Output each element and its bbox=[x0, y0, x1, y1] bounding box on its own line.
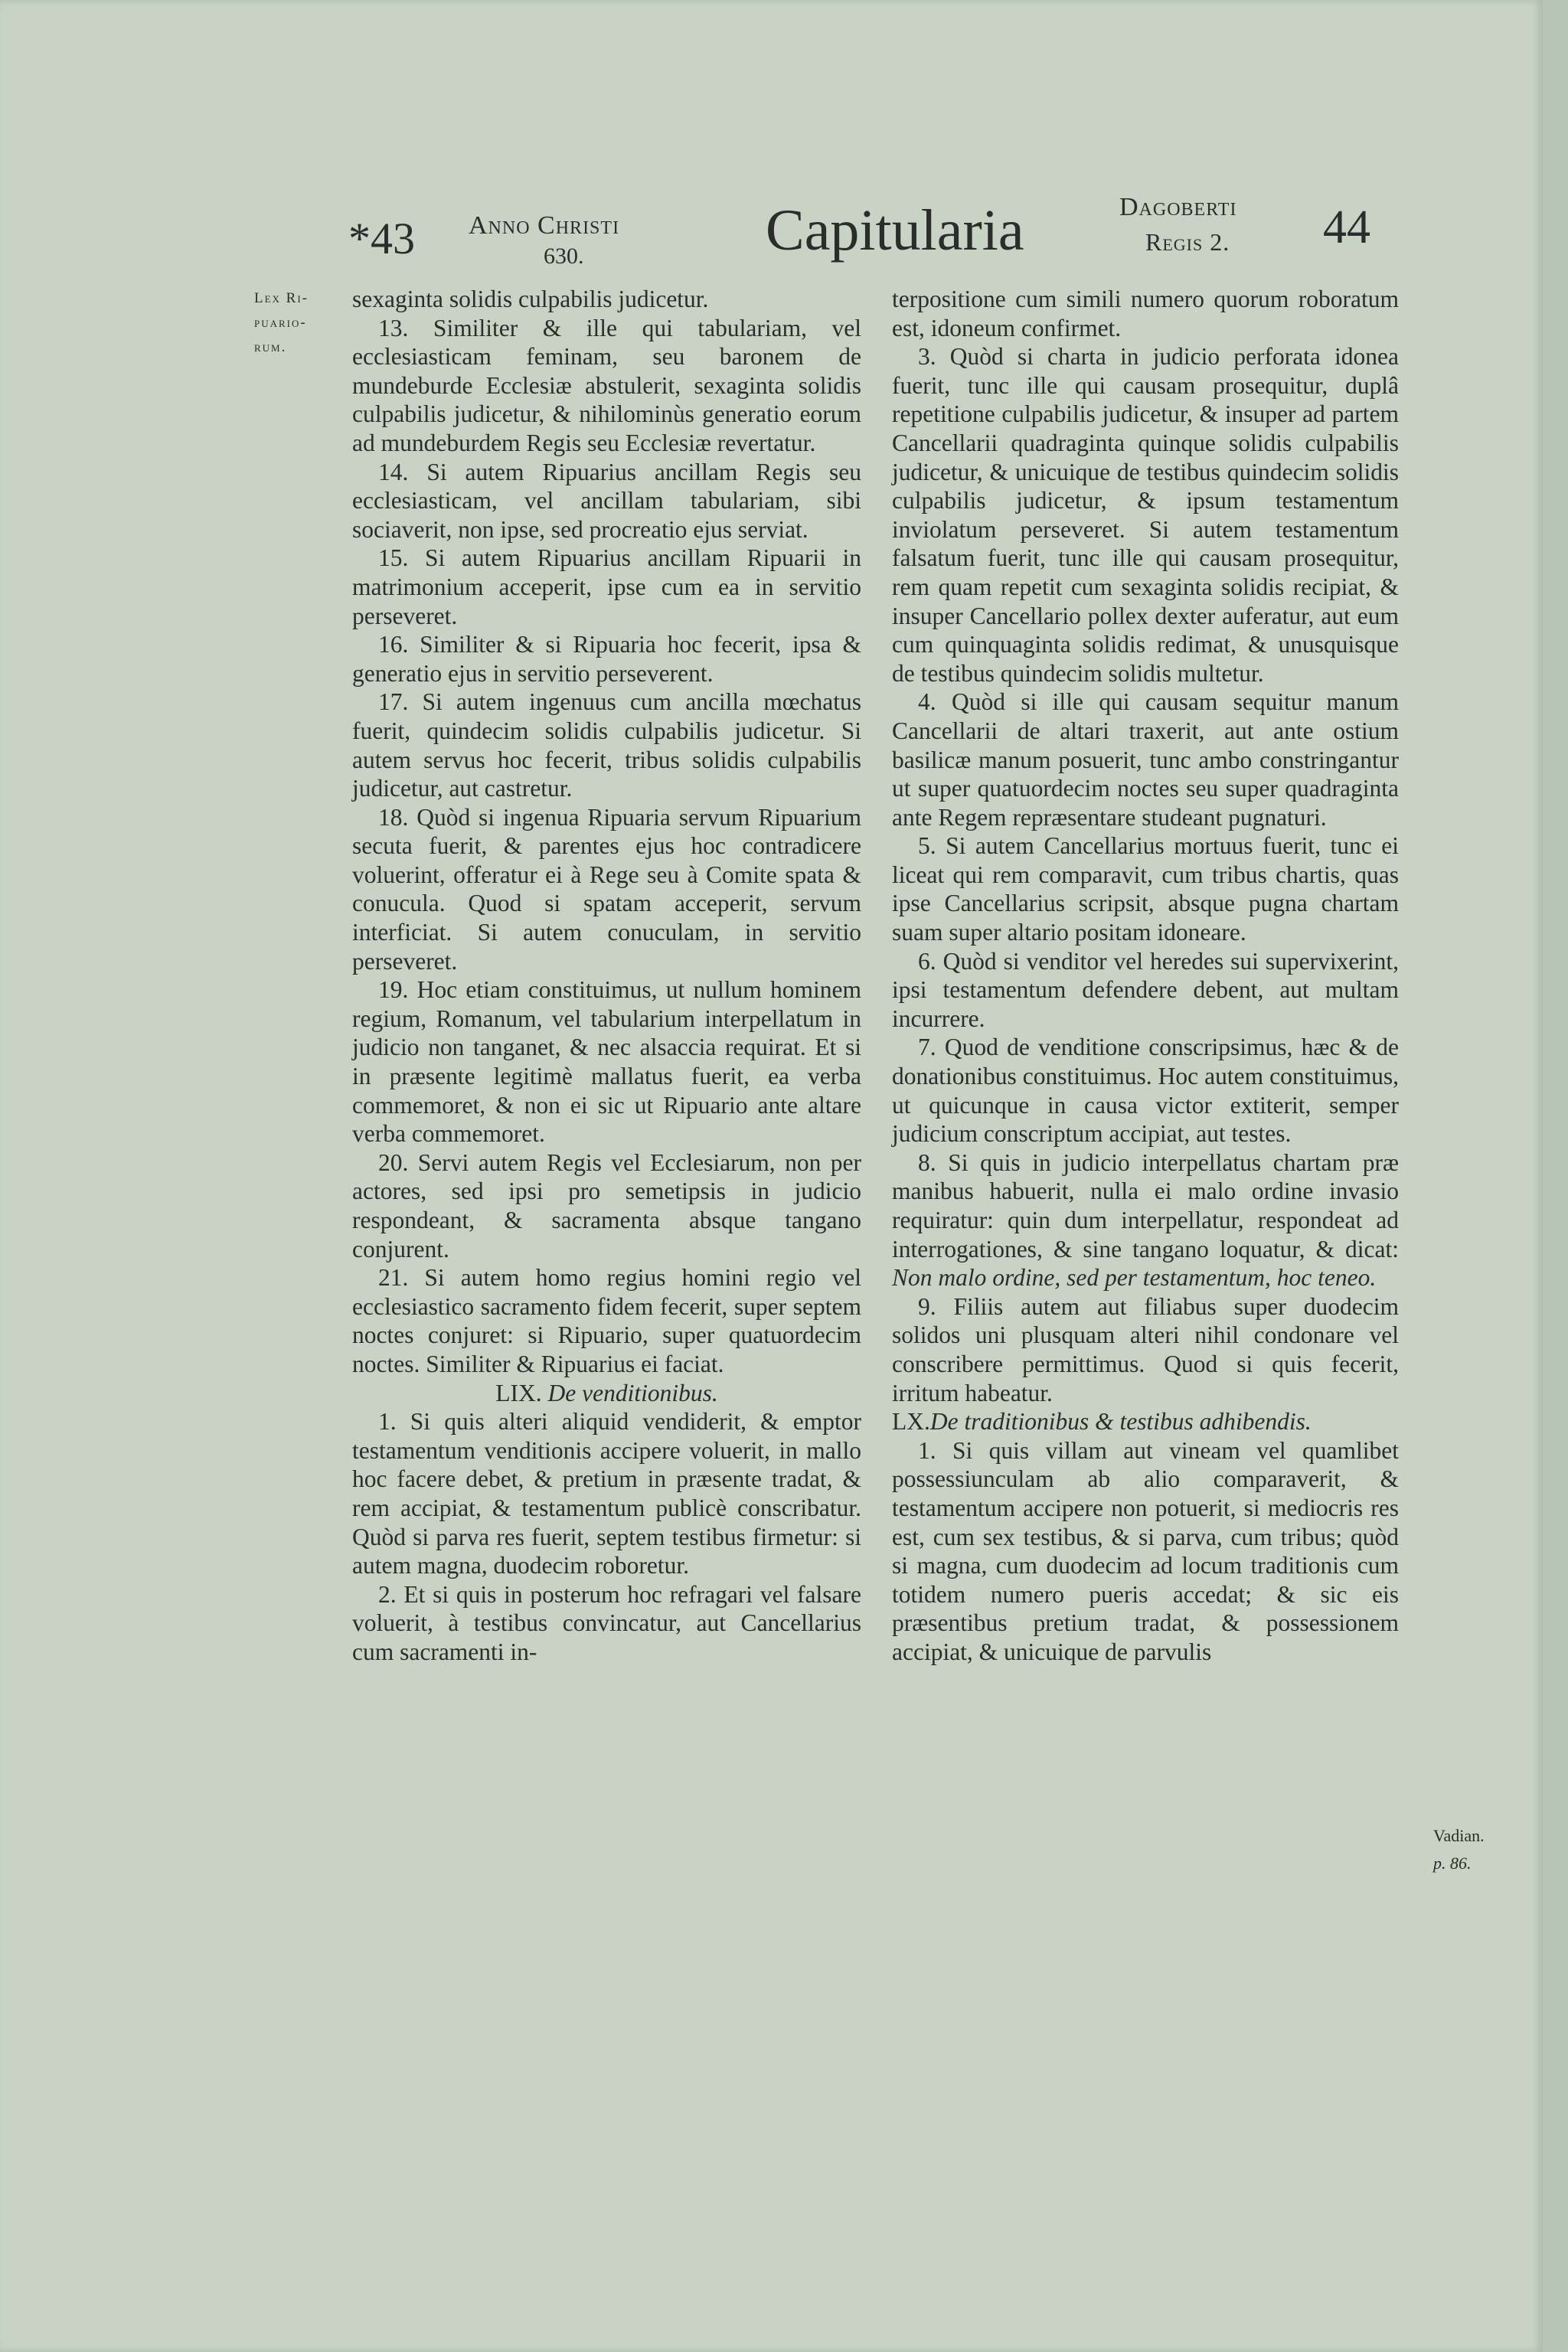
paragraph bbox=[892, 1148, 1399, 1292]
paragraph: 3. Quòd si charta in judicio perforata idonea fuerit, tunc ille qui causam prosequitur, duplâ repetitione culpabilis judicetur, & insuper ad partem Cancellarii quadraginta quinque solidis culpabilis judicetur, & unicuique de testibus quindecim solidis culpabilis judicetur, & ipsum testamentum inviolatum perseveret. Si autem testamentum falsatum fuerit, tunc ille qui causam prosequitur, rem quam repetit cum sexaginta solidis recipiat, & insuper Cancellario pollex dexter auferatur, aut eum cum quinquaginta solidis redimat, & unusquisque de testibus quindecim solidis multetur. bbox=[892, 343, 1399, 687]
section-title: De venditionibus. bbox=[547, 1379, 718, 1406]
margin-note-line: Vadian. bbox=[1433, 1826, 1485, 1845]
margin-note-line: p. 86. bbox=[1433, 1854, 1472, 1873]
header-year: 630. bbox=[544, 243, 584, 269]
paragraph: 18. Quòd si ingenua Ripuaria servum Ripuarium secuta fuerit, & parentes ejus hoc contradicere voluerint, offeratur ei à Rege seu à Comite spata & conucula. Quod si spatam acceperit, servum interficiat. Si autem conuculam, in servitio perseveret. bbox=[352, 803, 861, 975]
paragraph: 19. Hoc etiam constituimus, ut nullum hominem regium, Romanum, vel tabularium interpellatum in judicio non tanganet, & nec alsaccia requirat. Et si in præsente legitimè mallatus fuerit, ea verba commemoret, & non ei sic ut Ripuario ante altare verba commemoret. bbox=[352, 976, 861, 1148]
paragraph: 1. Si quis villam aut vineam vel quamlibet possessiunculam ab alio comparaverit, & testamentum accipere non potuerit, si mediocris res est, cum sex testibus, & si parva, cum tribus; quòd si magna, cum duodecim ad locum traditionis cum totidem numero pueris accedat; & sic eis præsentibus pretium tradat, & possessionem accipiat, & unicuique de parvulis bbox=[892, 1436, 1399, 1665]
paragraph: 14. Si autem Ripuarius ancillam Regis seu ecclesiasticam, vel ancillam tabulariam, sibi sociaverit, non ipse, sed procreatio ejus serviat. bbox=[352, 458, 861, 543]
paragraph: 5. Si autem Cancellarius mortuus fuerit, tunc ei liceat qui rem comparavit, cum tribus chartis, quas ipse Cancellarius scripsit, absque pugna chartam suam super altario positam idoneare. bbox=[892, 832, 1399, 946]
paragraph: 16. Similiter & si Ripuaria hoc fecerit, ipsa & generatio ejus in servitio perseverent. bbox=[352, 631, 861, 687]
margin-note-line: Lex Ri- bbox=[254, 290, 309, 306]
paragraph: 20. Servi autem Regis vel Ecclesiarum, non per actores, sed ipsi pro semetipsis in judicio respondeant, & sacramenta absque tangano conjurent. bbox=[352, 1148, 861, 1263]
paragraph: 17. Si autem ingenuus cum ancilla mœchatus fuerit, quindecim solidis culpabilis judicetur. Si autem servus hoc fecerit, tribus solidis culpabilis judicetur, aut castretur. bbox=[352, 688, 861, 802]
header-regis: Regis 2. bbox=[1145, 228, 1230, 256]
page-edge bbox=[1543, 0, 1568, 2352]
page-title: Capitularia bbox=[766, 198, 1024, 263]
paragraph-text: 8. Si quis in judicio interpellatus chartam præ manibus habuerit, nulla ei malo ordine invasio requiratur: quin dum interpellatur, respondeat ad interrogationes, & sine tangano loquatur, & dicat: bbox=[892, 1148, 1399, 1263]
paragraph: 13. Similiter & ille qui tabulariam, vel ecclesiasticam feminam, seu baronem de mundeburde Ecclesiæ abstulerit, sexaginta solidis culpabilis judicetur, & nihilominùs generatio eorum ad mundeburdem Regis seu Ecclesiæ revertatur. bbox=[352, 314, 861, 456]
section-heading bbox=[892, 1407, 1399, 1436]
header-anno-christi: Anno Christi bbox=[469, 211, 620, 240]
paragraph: terpositione cum simili numero quorum roboratum est, idoneum confirmet. bbox=[892, 286, 1399, 341]
margin-note-line: puario- bbox=[254, 315, 307, 331]
left-page-number: *43 bbox=[348, 214, 415, 263]
section-number: LX. bbox=[892, 1408, 930, 1436]
paragraph: 9. Filiis autem aut filiabus super duodecim solidos uni plusquam alteri nihil condonare vel conscribere permittimus. Quod si quis fecerit, irritum habeatur. bbox=[892, 1292, 1399, 1406]
margin-note-right bbox=[1433, 1822, 1525, 1877]
paragraph: 2. Et si quis in posterum hoc refragari vel falsare voluerit, à testibus convincatur, aut Cancellarius cum sacramenti in- bbox=[352, 1580, 861, 1665]
margin-note-left bbox=[254, 286, 346, 360]
paragraph: 4. Quòd si ille qui causam sequitur manum Cancellarii de altari traxerit, aut ante ostium basilicæ manum posuerit, tunc ambo constringantur ut super quatuordecim noctes seu super quadraginta ante Regem repræsentare studeant pugnaturi. bbox=[892, 688, 1399, 831]
paragraph: 1. Si quis alteri aliquid vendiderit, & emptor testamentum venditionis accipere voluerit, in mallo hoc facere debet, & pretium in præsente tradat, & rem accipiat, & testamentum publicè conscribatur. Quòd si parva res fuerit, septem testibus firmetur: si autem magna, duodecim roboretur. bbox=[352, 1408, 861, 1579]
italic-quote: Non malo ordine, sed per testamentum, hoc teneo. bbox=[892, 1264, 1377, 1292]
paragraph: 7. Quod de venditione conscripsimus, hæc & de donationibus constituimus. Hoc autem constituimus, ut quicunque in causa victor extiterit, semper judicium conscriptum accipiat, aut testes. bbox=[892, 1034, 1399, 1148]
paragraph: sexaginta solidis culpabilis judicetur. bbox=[352, 286, 709, 312]
section-number: LIX. bbox=[495, 1379, 542, 1406]
margin-note-line: rum. bbox=[254, 339, 287, 355]
header-dagoberti: Dagoberti bbox=[1119, 193, 1237, 221]
section-heading bbox=[352, 1379, 861, 1408]
right-column bbox=[892, 285, 1399, 1667]
section-title: De traditionibus & testibus adhibendis. bbox=[929, 1408, 1312, 1436]
paragraph: 21. Si autem homo regius homini regio vel ecclesiastico sacramento fidem fecerit, super septem noctes conjuret: si Ripuario, super quatuordecim noctes. Similiter & Ripuarius ei faciat. bbox=[352, 1264, 861, 1377]
paragraph: 6. Quòd si venditor vel heredes sui supervixerint, ipsi testamentum defendere debent, aut multam incurrere. bbox=[892, 947, 1399, 1032]
paragraph: 15. Si autem Ripuarius ancillam Ripuarii in matrimonium acceperit, ipse cum ea in servitio perseveret. bbox=[352, 544, 861, 629]
right-page-number: 44 bbox=[1323, 201, 1370, 253]
left-column bbox=[352, 285, 861, 1667]
